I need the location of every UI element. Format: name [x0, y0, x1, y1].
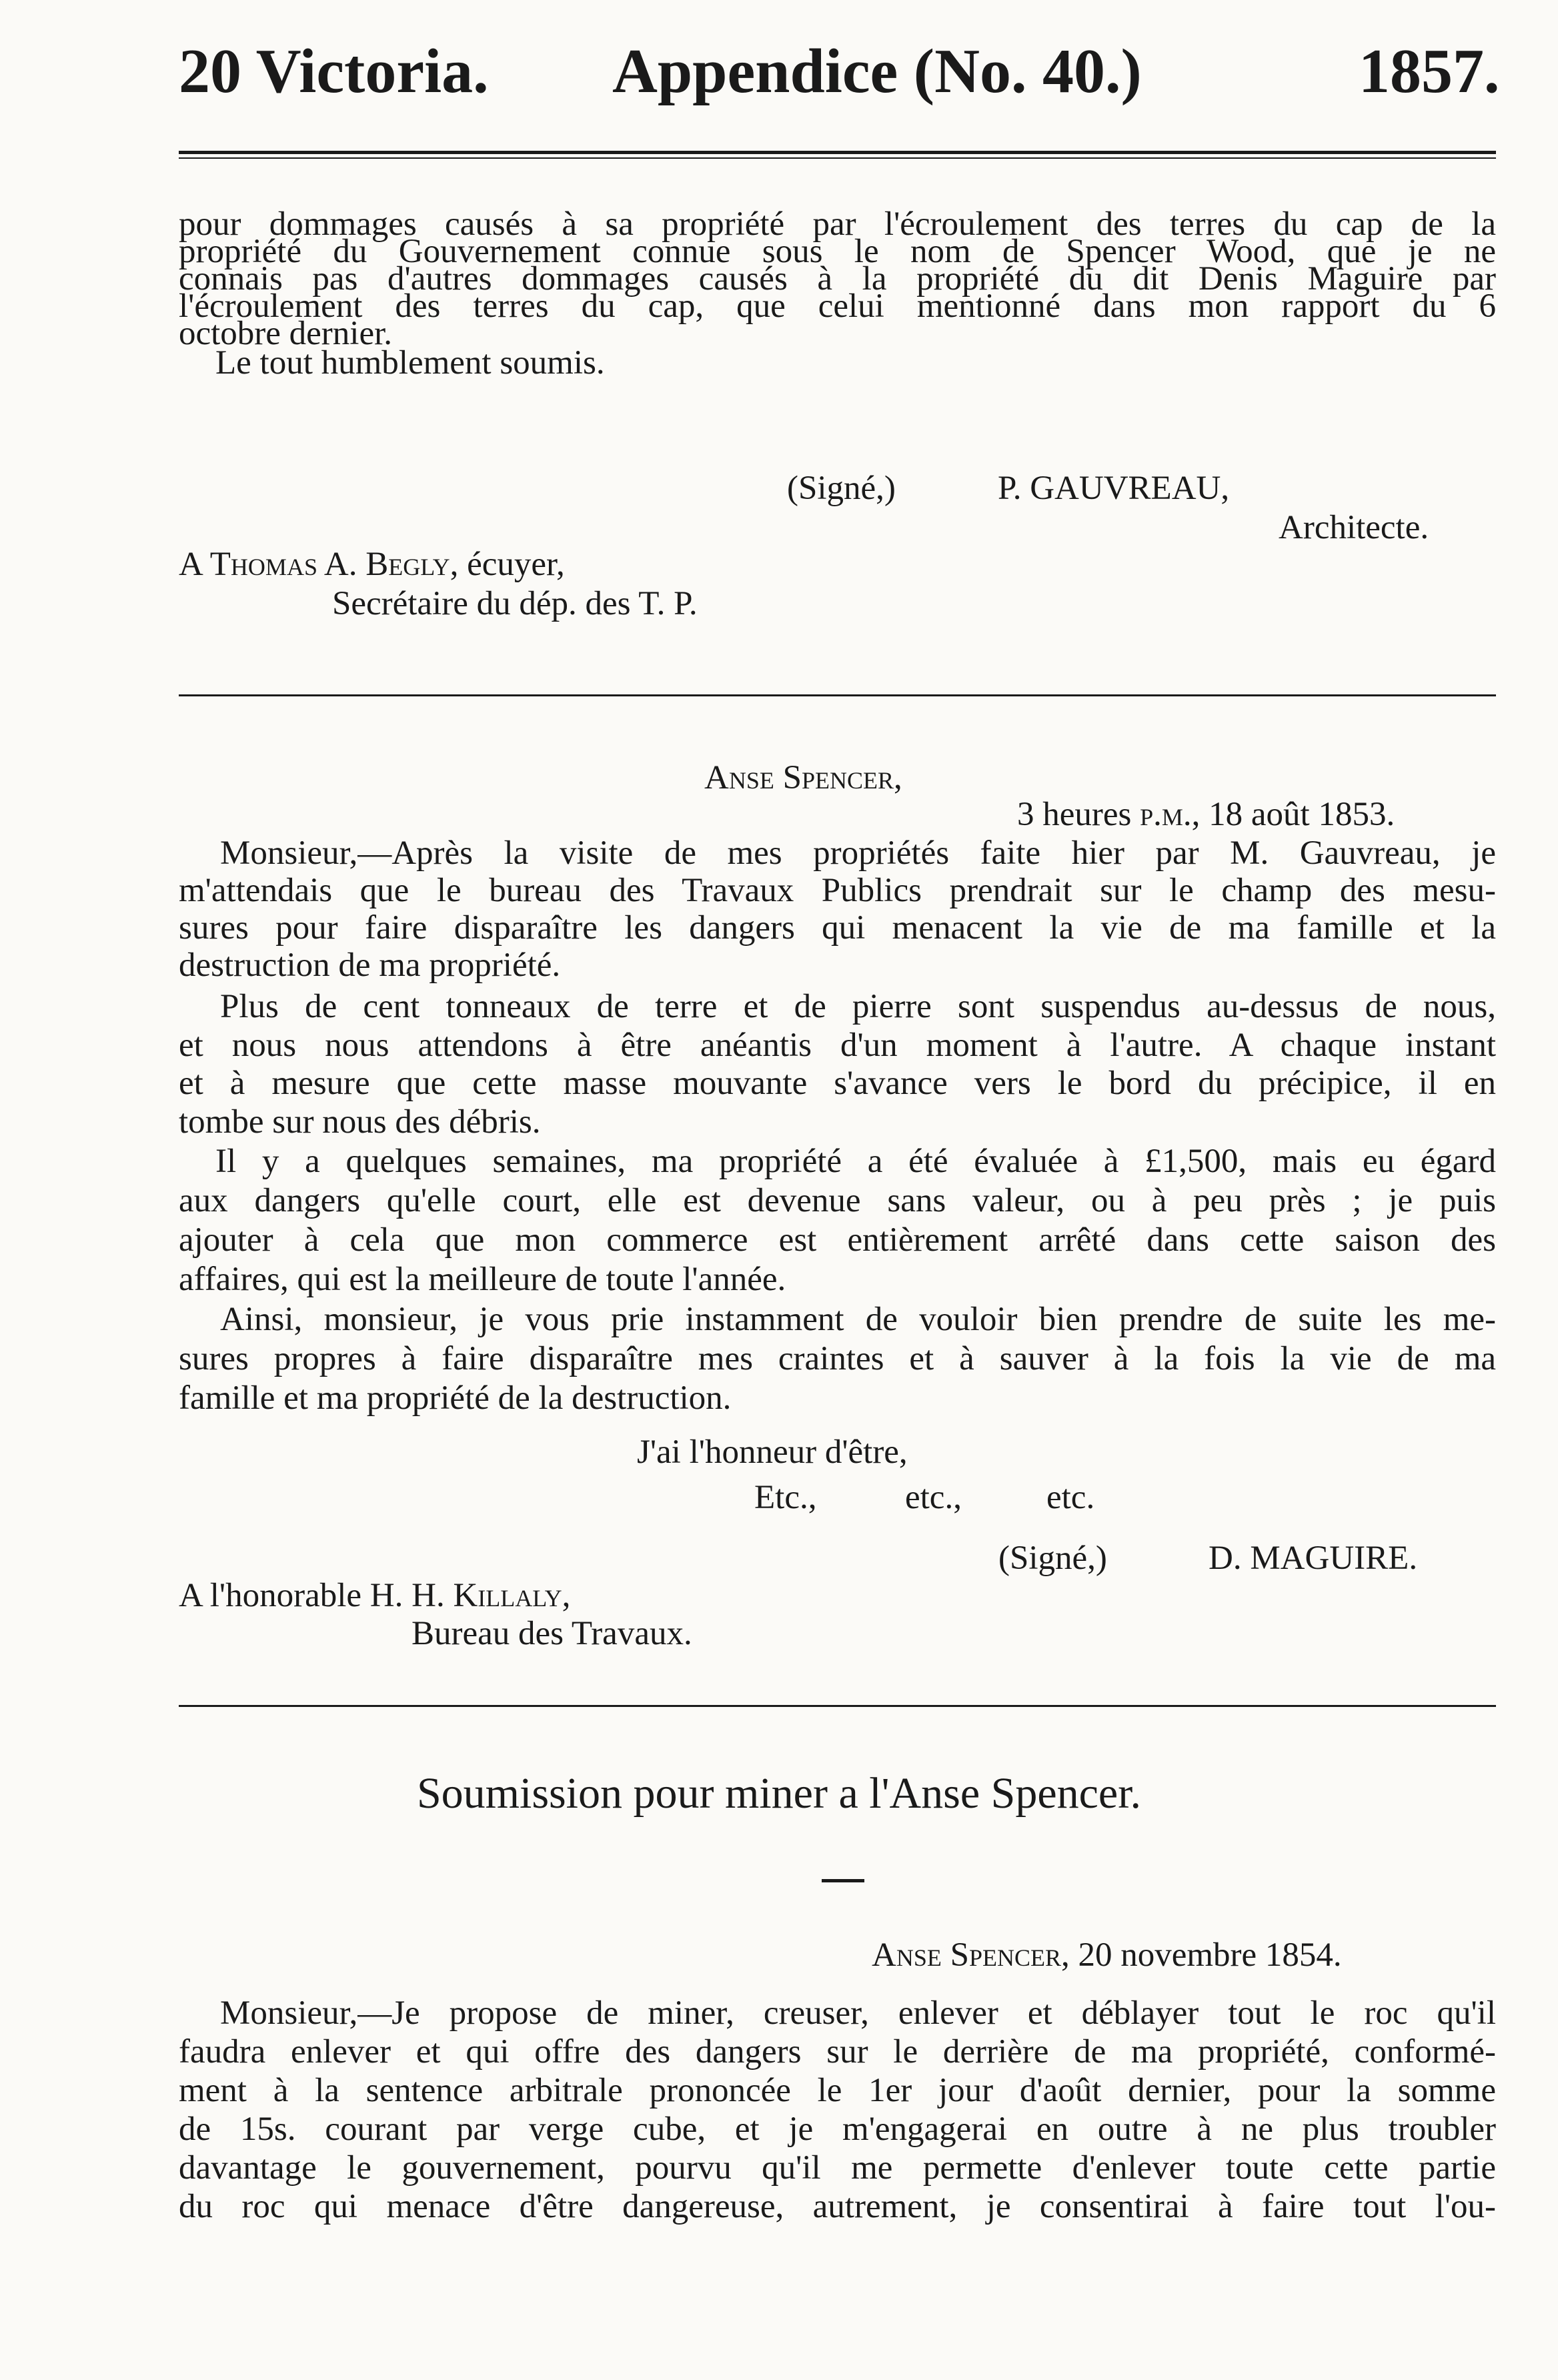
letter2-addressee-title: Bureau des Travaux.	[412, 1615, 692, 1652]
section-line: du roc qui menace d'être dangereuse, autrement, je consentirai à faire tout l'ou-	[179, 2188, 1496, 2225]
section-line: Monsieur,—Je propose de miner, creuser, enlever et déblayer tout le roc qu'il	[220, 1994, 1496, 2032]
letter2-line: affaires, qui est la meilleure de toute l'année.	[179, 1261, 786, 1298]
letter2-line: et à mesure que cette masse mouvante s'avance vers le bord du précipice, il en	[179, 1065, 1496, 1102]
letter1-signer: P. GAUVREAU,	[998, 470, 1230, 507]
section-line: davantage le gouvernement, pourvu qu'il me permette d'enlever toute cette partie	[179, 2149, 1496, 2187]
letter2-signer: D. MAGUIRE.	[1209, 1540, 1418, 1577]
letter2-line: famille et ma propriété de la destruction.	[179, 1379, 732, 1417]
header-right: 1857.	[1359, 37, 1500, 106]
letter1-line: pour dommages causés à sa propriété par l'écroulement des terres du cap de la	[179, 205, 1496, 243]
letter1-addressee-title: Secrétaire du dép. des T. P.	[332, 585, 698, 622]
title-dash	[822, 1879, 864, 1882]
letter1-line: Le tout humblement soumis.	[215, 344, 605, 382]
letter1-signed: (Signé,)	[787, 470, 896, 507]
section-title: Soumission pour miner a l'Anse Spencer.	[416, 1769, 1142, 1818]
letter1-line: connais pas d'autres dommages causés à la propriété du dit Denis Maguire par	[179, 260, 1496, 298]
letter2-etc: etc.	[1046, 1479, 1095, 1516]
letter2-line: m'attendais que le bureau des Travaux Publics prendrait sur le champ des mesu-	[179, 872, 1496, 909]
letter2-line: Il y a quelques semaines, ma propriété a été évaluée à £1,500, mais eu égard	[215, 1143, 1496, 1180]
letter2-line: destruction de ma propriété.	[179, 947, 561, 984]
letter2-addressee: A l'honorable H. H. Killaly,	[179, 1577, 571, 1614]
section-line: ment à la sentence arbitrale prononcée le 1er jour d'août dernier, pour la somme	[179, 2072, 1496, 2109]
section-divider	[179, 1705, 1496, 1707]
letter2-line: et nous nous attendons à être anéantis d'un moment à l'autre. A chaque instant	[179, 1027, 1496, 1064]
letter1-line: propriété du Gouvernement connue sous le nom de Spencer Wood, que je ne	[179, 233, 1496, 270]
section-line: de 15s. courant par verge cube, et je m'engagerai en outre à ne plus troubler	[179, 2111, 1496, 2148]
letter2-signed: (Signé,)	[998, 1540, 1107, 1577]
letter2-date: 3 heures p.m., 18 août 1853.	[1017, 796, 1395, 833]
letter2-line: Plus de cent tonneaux de terre et de pierre sont suspendus au-dessus de nous,	[220, 988, 1496, 1025]
header-left: 20 Victoria.	[179, 37, 489, 106]
letter2-line: sures propres à faire disparaître mes craintes et à sauver à la fois la vie de ma	[179, 1340, 1496, 1377]
letter2-line: Monsieur,—Après la visite de mes propriétés faite hier par M. Gauvreau, je	[220, 834, 1496, 872]
letter1-addressee: A Thomas A. Begly, écuyer,	[179, 546, 565, 583]
letter1-line: octobre dernier.	[179, 315, 393, 352]
letter2-line: tombe sur nous des débris.	[179, 1103, 541, 1141]
letter2-closing: J'ai l'honneur d'être,	[637, 1433, 908, 1471]
header-rule-thin	[179, 157, 1496, 159]
section-dateline: Anse Spencer, 20 novembre 1854.	[872, 1936, 1342, 1974]
letter2-etc: etc.,	[905, 1479, 962, 1516]
letter1-signer-title: Architecte.	[1279, 509, 1429, 546]
letter2-line: Ainsi, monsieur, je vous prie instamment de vouloir bien prendre de suite les me-	[220, 1301, 1496, 1338]
section-divider	[179, 694, 1496, 696]
letter2-etc: Etc.,	[754, 1479, 817, 1516]
header-center: Appendice (No. 40.)	[612, 37, 1142, 106]
letter2-place: Anse Spencer,	[704, 759, 902, 796]
letter2-line: ajouter à cela que mon commerce est entièrement arrêté dans cette saison des	[179, 1221, 1496, 1259]
letter1-line: l'écroulement des terres du cap, que celui mentionné dans mon rapport du 6	[179, 287, 1496, 325]
letter2-line: sures pour faire disparaître les dangers qui menacent la vie de ma famille et la	[179, 909, 1496, 947]
header-rule-thick	[179, 151, 1496, 154]
section-line: faudra enlever et qui offre des dangers sur le derrière de ma propriété, conformé-	[179, 2033, 1496, 2070]
letter2-line: aux dangers qu'elle court, elle est devenue sans valeur, ou à peu près ; je puis	[179, 1182, 1496, 1219]
